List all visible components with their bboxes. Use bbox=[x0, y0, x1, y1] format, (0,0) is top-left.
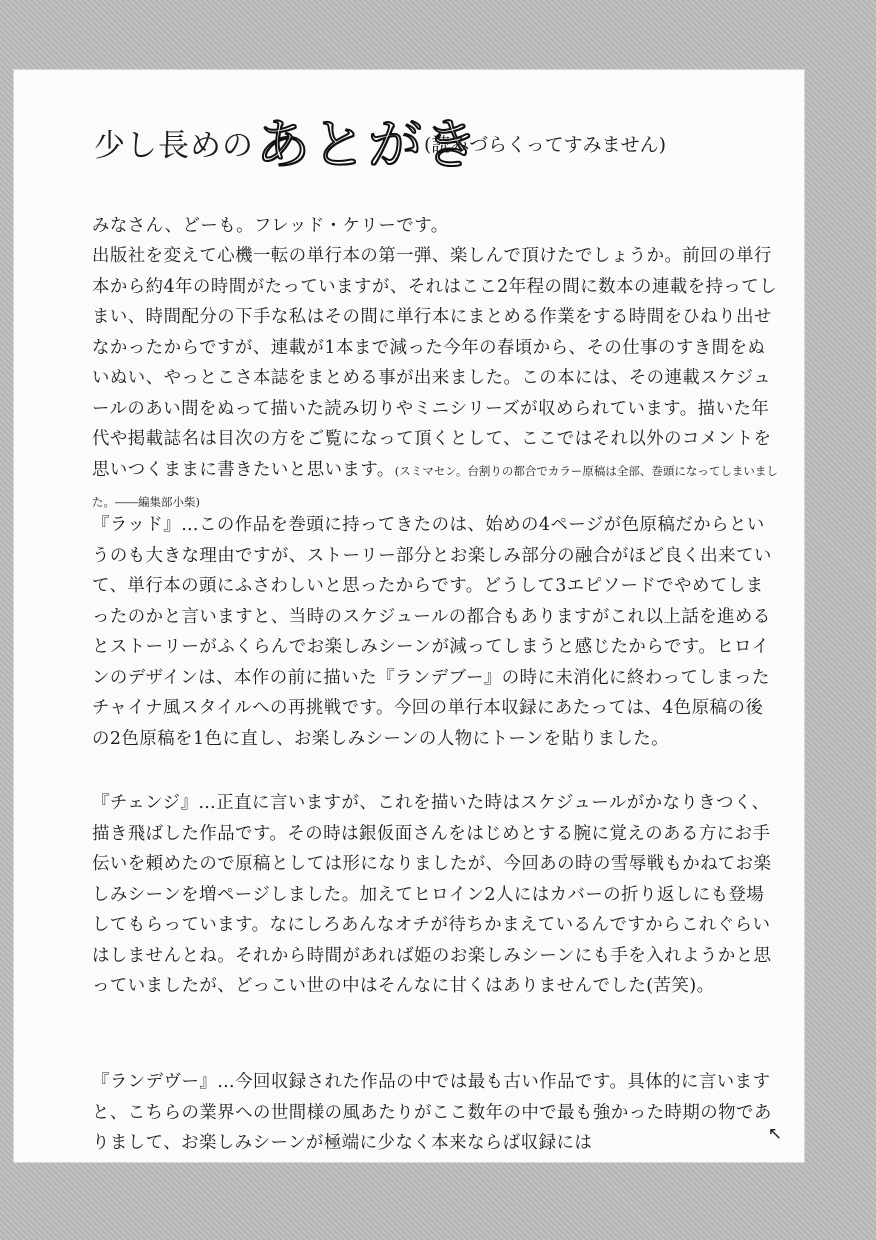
continue-arrow-icon: ↖ bbox=[767, 1124, 782, 1144]
paragraph-lad: 『ラッド』…この作品を巻頭に持ってきたのは、始めの4ページが色原稿だからというのも大きな理由ですが、ストーリー部分とお楽しみ部分の融合がほど良く出来ていて、単行本の頭にふさわしいと思ったからです。どうして3エピソードでやめてしまったのかと言いますと、当時のスケジュールの都合もありますがこれ以上話を進めるとストーリーがふくらんでお楽しみシーンが減ってしまうと感じたからです。ヒロインのデザインは、本作の前に描いた『ランデブー』の時に未消化に終わってしまったチャイナ風スタイルへの再挑戦です。今回の単行本収録にあたっては、4色原稿の後の2色原稿を1色に直し、お楽しみシーンの人物にトーンを貼りました。 bbox=[92, 515, 772, 749]
paragraph-change: 『チェンジ』…正直に言いますが、これを描いた時はスケジュールがかなりきつく、描き飛ばした作品です。その時は銀仮面さんをはじめとする腕に覚えのある方にお手伝いを頼めたので原稿としては形になりましたが、今回あの時の雪辱戦もかねてお楽しみシーンを増ページしました。加えてヒロイン2人にはカバーの折り返しにも登場してもらっています。なにしろあんなオチが待ちかまえているんですからこれぐらいはしませんとね。それから時間があれば姫のお楽しみシーンにも手を入れようかと思っていましたが、どっこい世の中はそんなに甘くはありませんでした(苦笑)。 bbox=[92, 793, 772, 996]
paragraph-rendezvous: 『ランデヴー』…今回収録された作品の中では最も古い作品です。具体的に言いますと、こちらの業界への世間様の風あたりがここ数年の中で最も強かった時期の物でありまして、お楽しみシーンが極端に少なく本来ならば収録には bbox=[92, 1072, 772, 1153]
editor-note: (スミマセン。台割りの都合でカラー原稿は全部、巻頭になってしまいました。――編集部小柴) bbox=[92, 463, 778, 509]
title-main: あとがき bbox=[256, 113, 480, 176]
afterword-page bbox=[14, 70, 804, 1162]
paragraph-intro-text: みなさん、どーも。フレッド・ケリーです。 出版社を変えて心機一転の単行本の第一弾、楽しんで頂けたでしょうか。前回の単行本から約4年の時間がたっていますが、それはここ2年程の間に数本の連載を持ってしまい、時間配分の下手な私はその間に単行本にまとめる作業をする時間をひねり出せなかったからですが、連載が1本まで減った今年の春頃から、その仕事のすき間をぬいぬい、やっとこさ本誌をまとめる事が出来ました。この本には、その連載スケジュールのあい間をぬって描いた読み切りやミニシリーズが収められています。描いた年代や掲載誌名は目次の方をご覧になって頂くとして、ここではそれ以外のコメントを思いつくままに書きたいと思います。 bbox=[92, 215, 778, 480]
paragraph-intro bbox=[92, 180, 780, 518]
title-prefix: 少し長めの bbox=[94, 128, 254, 164]
afterword-title bbox=[94, 106, 714, 176]
title-note: (読みづらくってすみません) bbox=[424, 134, 667, 156]
